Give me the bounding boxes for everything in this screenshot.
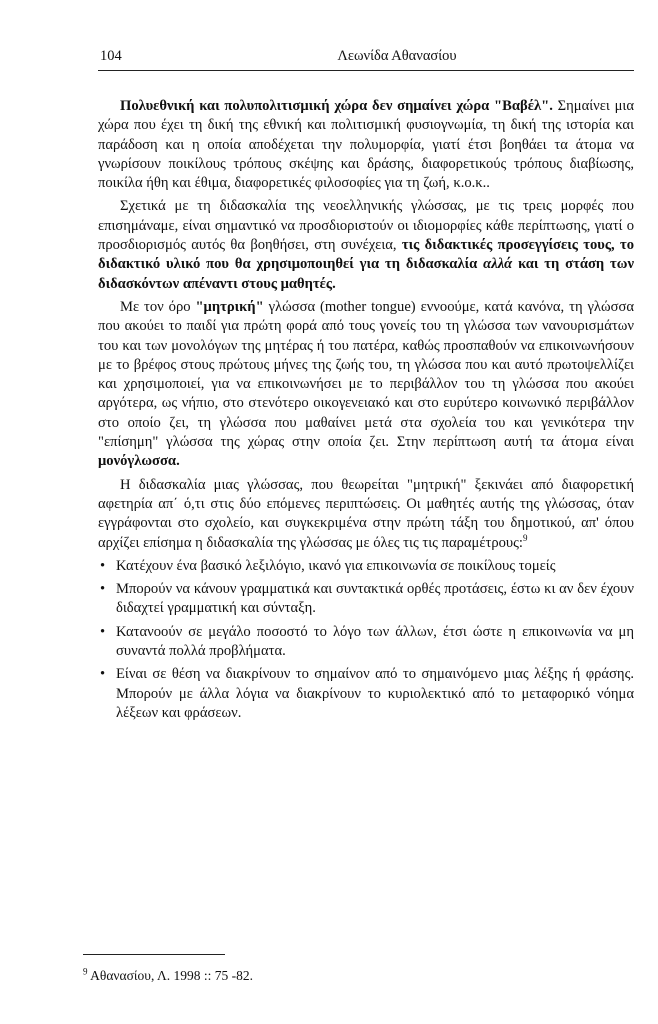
list-item — [98, 665, 634, 723]
paragraph-1-text: Σημαίνει μια χώρα που έχει τη δική της εθνική και πολιτισμική φυσιογνωμία, τη δική της ιστορία και παράδοση και η οποία αποδέχεται την πολυμορφία, γιατί έτσι βοηθάει τα άτομα να γνωρίσουν ποικίλους τρόπους σκέψης και δράσης, διαφορετικούς τρόπους διαβίωσης, ποικίλα ήθη και έθιμα, διαφορετικές φιλοσοφίες για τη ζωή, κ.ο.κ.. — [98, 98, 634, 192]
paragraph-4 — [98, 476, 634, 553]
bullet-icon: • — [100, 581, 106, 598]
page-header — [100, 48, 634, 68]
list-item — [98, 623, 634, 662]
paragraph-2-bold-1: τις διδακτικές προσεγγίσεις τους, το διδακτικό υλικό που θα χρησιμοποιηθεί για τη διδασκαλία — [98, 237, 634, 273]
paragraph-2-bold-2: και τη στάση των διδασκόντων απέναντι στους μαθητές. — [98, 256, 634, 292]
paragraph-2-text: Σχετικά με τη διδασκαλία της νεοελληνικής γλώσσας, με τις τρεις μορφές που επισημάναμε, είναι σημαντικό να προσδιοριστούν οι ιδιομορφίες κάθε περίπτωσης, γιατί ο προσδιορισμός αυτός θα βοηθήσει, στη συνέχεια, — [98, 198, 634, 254]
paragraph-1 — [98, 97, 634, 193]
paragraph-2 — [98, 197, 634, 293]
footnote-reference: 9 — [523, 532, 528, 543]
paragraph-3-text-1: Με τον όρο — [120, 298, 196, 315]
paragraph-3 — [98, 298, 634, 472]
paragraph-3-text-2: γλώσσα (mother tongue) εννοούμε, κατά κανόνα, τη γλώσσα που ακούει το παιδί για πρώτη φορά από τους γονείς του τη γλώσσα των νανουρισμάτων του και των μονολόγων της μητέρας ή του πατέρα, καθώς προσπαθούν να επικοινωνήσουν με το βρέφος στους πρώτους μήνες της ζωής του, τη γλώσσα που και αυτό πρωτοψελλίζει και χρησιμοποιεί, για να επικοινωνήσει με το περιβάλλον του τη γλώσσα που ακούει αργότερα, ως νήπιο, στο στενότερο οικογενειακό και στο ευρύτερο κοινωνικό περιβάλλον στο οποίο ζει, τη γλώσσα που μαθαίνει μετά στα σχολεία του και γενικότερα την "επίσημη" γλώσσα της χώρας στην οποία ζει. Στην περίπτωση αυτή τα άτομα είναι — [98, 298, 634, 451]
bullet-list — [98, 557, 634, 723]
page-body — [98, 97, 634, 727]
list-item-text: Κατέχουν ένα βασικό λεξιλόγιο, ικανό για επικοινωνία σε ποικίλους τομείς — [116, 557, 556, 574]
bullet-icon: • — [100, 666, 106, 683]
footnote-rule — [83, 954, 225, 955]
footnote-number: 9 — [83, 966, 88, 977]
list-item — [98, 580, 634, 619]
bullet-icon: • — [100, 557, 106, 574]
running-head-author: Λεωνίδα Αθανασίου — [337, 48, 457, 64]
paragraph-1-bold: Πολυεθνική και πολυπολιτισμική χώρα δεν σημαίνει χώρα "Βαβέλ". — [120, 98, 553, 114]
list-item-text: Μπορούν να κάνουν γραμματικά και συντακτικά ορθές προτάσεις, έστω κι αν δεν έχουν διδαχτεί γραμματική και σύνταξη. — [116, 581, 634, 617]
bullet-icon: • — [100, 623, 106, 640]
paragraph-2-bold-italic: αλλά — [483, 256, 513, 273]
list-item — [98, 557, 634, 576]
list-item-text: Κατανοούν σε μεγάλο ποσοστό το λόγο των άλλων, έτσι ώστε η επικοινωνία να μη συναντά πολλά προβλήματα. — [116, 623, 634, 660]
footnote-text: Αθανασίου, Λ. 1998 :: 75 -82. — [87, 968, 253, 983]
list-item-text: Είναι σε θέση να διακρίνουν το σημαίνον από το σημαινόμενο μιας λέξης ή φράσης. Μπορούν με άλλα λόγια να διακρίνουν το κυριολεκτικό από το μεταφορικό νόημα λέξεων και φράσεων. — [116, 666, 634, 721]
paragraph-3-bold-2: μονόγλωσσα. — [98, 453, 180, 470]
paragraph-4-text: Η διδασκαλία μιας γλώσσας, που θεωρείται "μητρική" ξεκινάει από διαφορετική αφετηρία απ΄ ό,τι στις δύο επόμενες περιπτώσεις. Οι μαθητές αυτής της γλώσσας, όταν εγγράφονται στο σχολείο, και συγκεκριμένα στην πρώτη τάξη του δημοτικού, απ' όπου αρχίζει επίσημα η διδασκαλία της γλώσσας με όλες τις τις παραμέτρους: — [98, 476, 634, 551]
paragraph-3-bold-1: "μητρική" — [195, 298, 264, 315]
footnote — [83, 968, 483, 984]
header-rule — [98, 70, 634, 71]
page-number: 104 — [100, 48, 122, 64]
